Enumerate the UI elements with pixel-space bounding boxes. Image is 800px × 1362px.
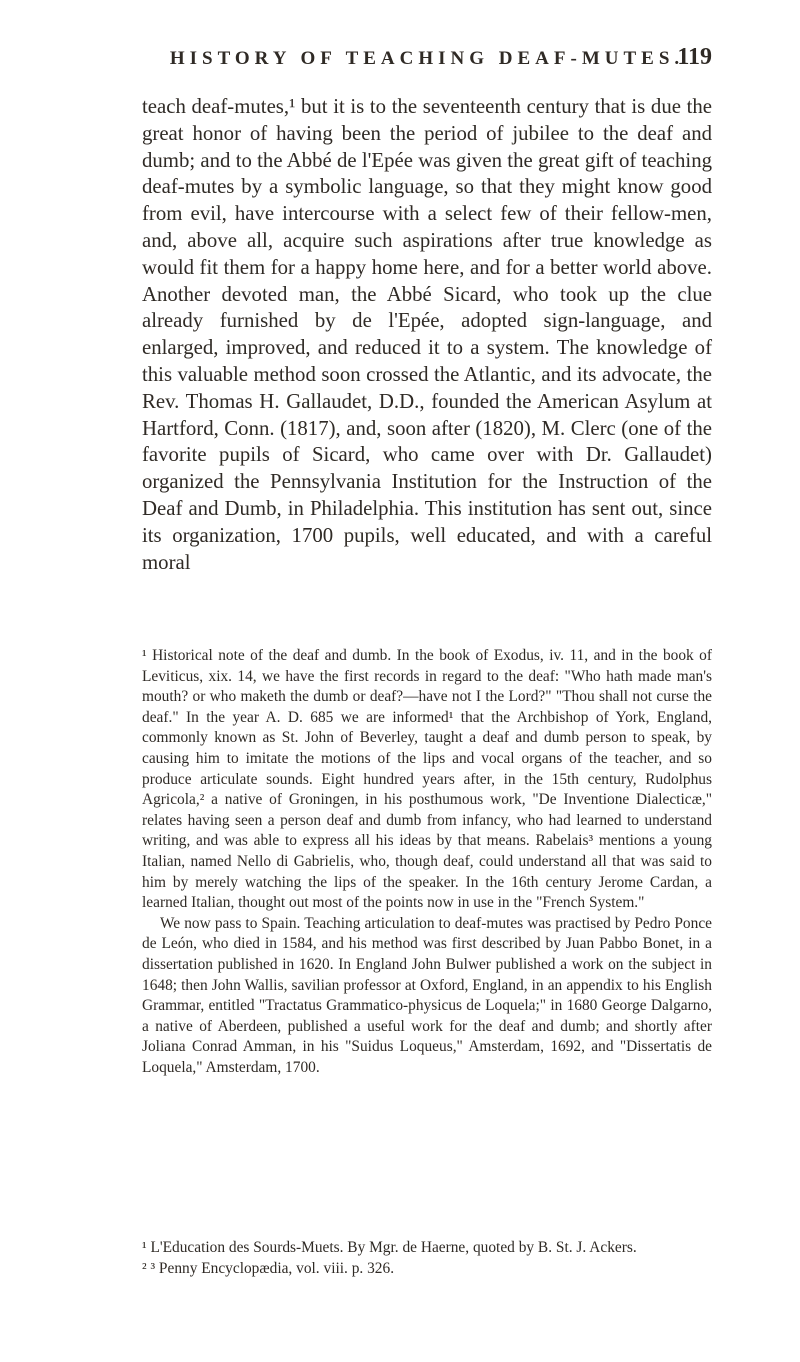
footnote-paragraph-1: ¹ Historical note of the deaf and dumb. In the book of Exodus, iv. 11, and in the book of Leviticus, xix. 14, we have the first records in regard to the deaf: "Who hath made man's mouth? or who maketh the dumb or deaf?—have not I the Lord?" "Thou shall not curse the deaf." In the year A. D. 685 we are informed¹ that the Archbishop of York, England, commonly known as St. John of Beverley, taught a deaf and dumb person to speak, by causing him to imitate the motions of the lips and vocal organs of the teacher, and so produce articulate sounds. Eight hundred years after, in the 15th century, Rudolphus Agricola,² a native of Groningen, in his posthumous work, "De Inventione Dialecticæ," relates having seen a person deaf and dumb from infancy, who had learned to understand writing, and was able to express all his ideas by that means. Rabelais³ mentions a young Italian, named Nello di Gabrielis, who, though deaf, could understand all that was said to him by merely watching the lips of the speaker. In the 16th century Jerome Cardan, a learned Italian, thought out most of the points now in use in the "French System." — [142, 647, 712, 912]
page-number: 119 — [677, 44, 712, 70]
page-header — [142, 44, 712, 88]
sub-footnotes — [142, 1238, 712, 1279]
footnote-paragraph-2: We now pass to Spain. Teaching articulation to deaf-mutes was practised by Pedro Ponce de León, who died in 1584, and his method was first described by Juan Pabbo Bonet, in a dissertation published in 1620. In England John Bulwer published a work on the subject in 1648; then John Wallis, savilian professor at Oxford, England, in an appendix to his English Grammar, entitled "Tractatus Grammatico-physicus de Loquela;" in 1680 George Dalgarno, a native of Aberdeen, published a useful work for the deaf and dumb; and shortly after Joliana Conrad Amman, in his "Suidus Loqueus," Amsterdam, 1692, and "Dissertatis de Loquela," Amsterdam, 1700. — [142, 914, 712, 1076]
running-title: HISTORY OF TEACHING DEAF-MUTES. — [169, 48, 685, 69]
main-text — [142, 94, 712, 576]
sub-footnote-1: ¹ L'Education des Sourds-Muets. By Mgr. de Haerne, quoted by B. St. J. Ackers. — [142, 1239, 637, 1256]
body-paragraph: teach deaf-mutes,¹ but it is to the seventeenth century that is due the great honor of having been the period of jubilee to the deaf and dumb; and to the Abbé de l'Epée was given the great gift of teaching deaf-mutes by a symbolic language, so that they might know good from evil, have intercourse with a select few of their fellow-men, and, above all, acquire such aspirations after true knowledge as would fit them for a happy home here, and for a better world above. Another devoted man, the Abbé Sicard, who took up the clue already furnished by de l'Epée, adopted sign-language, and enlarged, improved, and reduced it to a system. The knowledge of this valuable method soon crossed the Atlantic, and its advocate, the Rev. Thomas H. Gallaudet, D.D., founded the American Asylum at Hartford, Conn. (1817), and, soon after (1820), M. Clerc (one of the favorite pupils of Sicard, who came over with Dr. Gallaudet) organized the Pennsylvania Institution for the Instruction of the Deaf and Dumb, in Philadelphia. This institution has sent out, since its organization, 1700 pupils, well educated, and with a careful moral — [142, 95, 712, 574]
footnote-historical-note — [142, 646, 712, 1078]
sub-footnote-2-3: ² ³ Penny Encyclopædia, vol. viii. p. 326. — [142, 1259, 395, 1277]
